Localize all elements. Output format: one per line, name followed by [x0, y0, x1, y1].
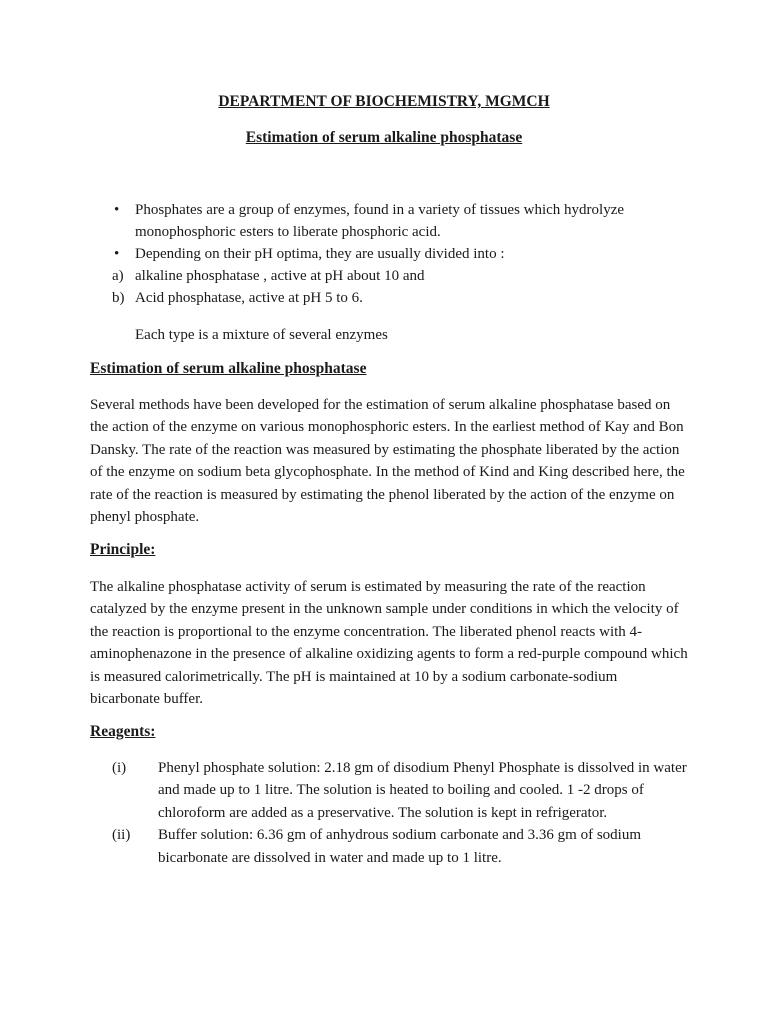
intro-lettered-text: Acid phosphatase, active at pH 5 to 6.: [135, 290, 363, 306]
reagent-number: (ii): [112, 827, 131, 844]
mixture-note: Each type is a mixture of several enzymes: [135, 327, 388, 343]
intro-bullet-text: Depending on their pH optima, they are usually divided into :: [135, 246, 505, 262]
principle-heading: Principle:: [90, 541, 156, 558]
reagent-text: Buffer solution: 6.36 gm of anhydrous sodium carbonate and 3.36 gm of sodium bicarbonate are dissolved in water and made up to 1 litre.: [158, 827, 641, 866]
estimation-paragraph: Several methods have been developed for the estimation of serum alkaline phosphatase based on the action of the enzyme on various monophosphoric esters. In the earliest method of Kay and Bon Dansky. The rate of the reaction was measured by estimating the phosphate liberated by the action of the enzyme on sodium beta glycophosphate. In the method of Kind and King described here, the rate of the reaction is measured by estimating the phenol liberated by the action of the enzyme on phenyl phosphate.: [90, 397, 685, 526]
intro-lettered-item: [88, 265, 688, 287]
intro-lettered-item: [88, 287, 688, 309]
bullet-marker: •: [114, 246, 120, 262]
intro-bullet-text: Phosphates are a group of enzymes, found in a variety of tissues which hydrolyze monophosphoric esters to liberate phosphoric acid.: [135, 202, 625, 240]
principle-paragraph: The alkaline phosphatase activity of serum is estimated by measuring the rate of the reaction catalyzed by the enzyme present in the unknown sample under conditions in which the velocity of the reaction is proportional to the enzyme concentration. The liberated phenol reacts with 4-aminophenazone in the presence of alkaline oxidizing agents to form a red-purple compound which is measured calorimetrically. The pH is maintained at 10 by a sodium carbonate-sodium bicarbonate buffer.: [90, 579, 688, 708]
intro-list: [88, 199, 688, 309]
intro-bullet-item: [88, 243, 688, 265]
document-title: Estimation of serum alkaline phosphatase: [245, 129, 523, 146]
reagent-item: [90, 824, 690, 869]
reagent-text: Phenyl phosphate solution: 2.18 gm of disodium Phenyl Phosphate is dissolved in water and made up to 1 litre. The solution is heated to boiling and cooled. 1 -2 drops of chloroform are added as a preservative. The solution is kept in refrigerator.: [158, 760, 687, 821]
letter-marker: b): [112, 290, 125, 306]
intro-bullet-item: [88, 199, 688, 243]
reagent-number: (i): [112, 760, 127, 776]
intro-lettered-text: alkaline phosphatase , active at pH about 10 and: [135, 268, 425, 284]
bullet-marker: •: [114, 202, 120, 218]
estimation-heading: Estimation of serum alkaline phosphatase: [90, 360, 367, 377]
reagent-item: [90, 757, 690, 824]
letter-marker: a): [112, 268, 124, 284]
reagent-list: [90, 757, 690, 869]
reagents-heading: Reagents:: [90, 723, 156, 740]
department-heading: DEPARTMENT OF BIOCHEMISTRY, MGMCH: [218, 93, 550, 110]
